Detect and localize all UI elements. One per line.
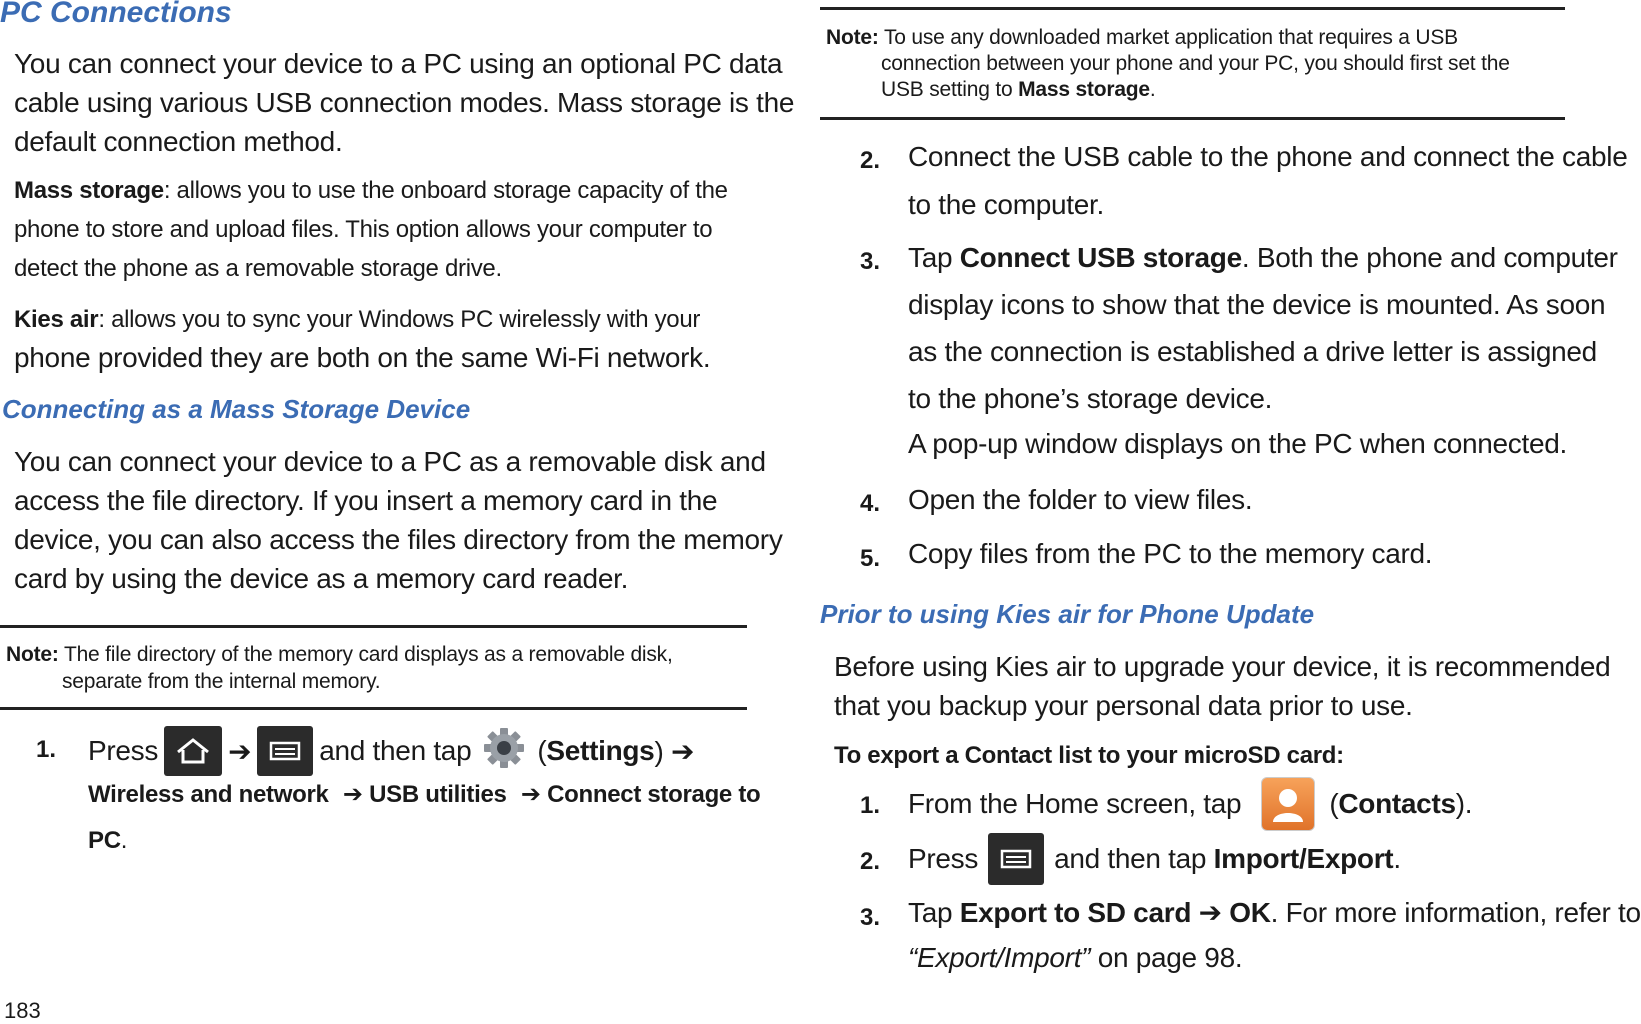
mass-storage-line-1	[14, 177, 728, 205]
kies-para-line-2: that you backup your personal data prior to use.	[834, 690, 1413, 721]
intro-line-2: cable using various USB connection modes. Mass storage is the	[14, 87, 795, 118]
export-step-1-text: From the Home screen, tap	[908, 788, 1242, 819]
note-line-2: separate from the internal memory.	[62, 670, 381, 693]
tap-text: Tap	[908, 242, 960, 273]
note-label: Note:	[6, 643, 59, 666]
step-3-number: 3.	[860, 248, 881, 275]
period: .	[120, 827, 128, 854]
export-step-3-line-1	[908, 896, 1641, 929]
export-step-3-rest: . For more information, refer to	[1270, 897, 1641, 928]
arrow-glyph: ➔	[228, 735, 252, 767]
settings-close: ) ➔	[654, 735, 695, 767]
export-step-3-line-2	[908, 942, 1242, 974]
export-step-1-line	[908, 777, 1472, 831]
right-note-line-3	[881, 78, 1156, 102]
step-1-line-3	[88, 827, 127, 855]
para-line-2: access the file directory. If you insert a memory card in the	[14, 485, 718, 516]
export-heading: To export a Contact list to your microSD card:	[834, 742, 1344, 769]
contacts-label: Contacts	[1338, 788, 1456, 819]
arrow-4: ➔	[1191, 897, 1230, 928]
step-4-number: 4.	[860, 490, 881, 517]
kies-air-line-2: phone provided they are both on the same Wi-Fi network.	[14, 342, 711, 373]
mass-storage-term: Mass storage	[14, 177, 164, 204]
menu-key-icon	[257, 726, 313, 776]
wireless-label: Wireless and network	[88, 781, 329, 808]
step-3-line-3: as the connection is established a drive letter is assigned	[908, 336, 1597, 367]
arrow-2: ➔	[342, 781, 363, 808]
section-subtitle: Connecting as a Mass Storage Device	[2, 394, 471, 424]
connect-usb-storage-label: Connect USB storage	[959, 242, 1242, 273]
home-key-icon	[164, 726, 222, 776]
step-5-text: Copy files from the PC to the memory card.	[908, 538, 1433, 569]
contacts-paren-open: (	[1329, 788, 1339, 819]
right-note-text: To use any downloaded market application that requires a USB	[883, 26, 1458, 49]
step-4-text: Open the folder to view files.	[908, 484, 1253, 515]
step-3-rest: . Both the phone and computer	[1241, 242, 1618, 273]
note-text: The file directory of the memory card displays as a removable disk,	[63, 643, 673, 666]
intro-line-3: default connection method.	[14, 126, 343, 157]
import-export-label: Import/Export	[1213, 843, 1394, 874]
step-number: 1.	[36, 736, 57, 763]
export-to-sd-label: Export to SD card	[959, 897, 1192, 928]
right-note-bottom-rule	[820, 117, 1565, 120]
step-5-number: 5.	[860, 545, 881, 572]
kies-para-line-1: Before using Kies air to upgrade your device, it is recommended	[834, 651, 1611, 682]
press-text-2: Press	[908, 843, 979, 874]
right-note-top-rule	[820, 7, 1565, 10]
right-note-post: .	[1149, 78, 1156, 101]
page-ref: on page 98.	[1090, 942, 1243, 973]
step-3-line-2: display icons to show that the device is mounted. As soon	[908, 289, 1606, 320]
para-line-1: You can connect your device to a PC as a removable disk and	[14, 446, 766, 477]
step-3-line-4: to the phone’s storage device.	[908, 383, 1273, 414]
export-import-ref: “Export/Import”	[908, 942, 1091, 973]
step-2-line-2: to the computer.	[908, 189, 1104, 220]
step-3-line-1	[908, 242, 1618, 274]
export-step-3-number: 3.	[860, 904, 881, 931]
step-2-line-1: Connect the USB cable to the phone and connect the cable	[908, 141, 1628, 172]
export-step-2-number: 2.	[860, 848, 881, 875]
tap-text-2: Tap	[908, 897, 960, 928]
contacts-paren-close: ).	[1455, 788, 1473, 819]
press-text: Press	[88, 735, 159, 766]
menu-key-icon-2	[988, 833, 1044, 885]
note-line-1	[6, 643, 673, 667]
settings-gear-icon	[477, 723, 531, 780]
right-note-line-2: connection between your phone and your PC, you should first set the	[881, 52, 1510, 75]
and-then-tap-text: and then tap	[319, 735, 472, 766]
mass-storage-setting: Mass storage	[1018, 78, 1150, 101]
step-2-number: 2.	[860, 147, 881, 174]
step-3-line-5: A pop-up window displays on the PC when connected.	[908, 428, 1567, 459]
mass-storage-line-2: phone to store and upload files. This option allows your computer to	[14, 216, 713, 243]
kies-air-line-1	[14, 306, 700, 334]
note-bottom-rule	[0, 707, 747, 710]
pc-label: PC	[88, 827, 121, 854]
settings-label: Settings	[546, 735, 655, 766]
para-line-3: device, you can also access the files directory from the memory	[14, 524, 783, 555]
export-step-1-number: 1.	[860, 792, 881, 819]
ok-label: OK	[1229, 897, 1271, 928]
connect-storage-label: Connect storage to	[547, 781, 761, 808]
para-line-4: card by using the device as a memory card reader.	[14, 563, 629, 594]
step-1-line-1	[88, 724, 694, 778]
period-2: .	[1393, 843, 1401, 874]
kies-air-subtitle: Prior to using Kies air for Phone Update	[820, 599, 1315, 629]
right-note-pre: USB setting to	[881, 78, 1019, 101]
step-1-line-2	[88, 780, 760, 809]
right-note-label: Note:	[826, 26, 879, 49]
page-title: PC Connections	[0, 0, 232, 29]
paren-open: (	[537, 735, 547, 766]
intro-line-1: You can connect your device to a PC using an optional PC data	[14, 48, 783, 79]
page-number: 183	[4, 998, 41, 1023]
arrow-3: ➔	[520, 781, 541, 808]
right-note-line-1	[826, 26, 1458, 50]
kies-air-desc: : allows you to sync your Windows PC wirelessly with your	[98, 306, 701, 333]
usb-utilities-label: USB utilities	[369, 781, 507, 808]
mass-storage-line-3: detect the phone as a removable storage drive.	[14, 255, 502, 282]
note-top-rule	[0, 625, 747, 628]
and-then-tap-2: and then tap	[1054, 843, 1214, 874]
kies-air-term: Kies air	[14, 306, 99, 333]
export-step-2-line	[908, 832, 1401, 886]
contacts-app-icon	[1261, 777, 1315, 831]
mass-storage-desc: : allows you to use the onboard storage capacity of the	[163, 177, 728, 204]
